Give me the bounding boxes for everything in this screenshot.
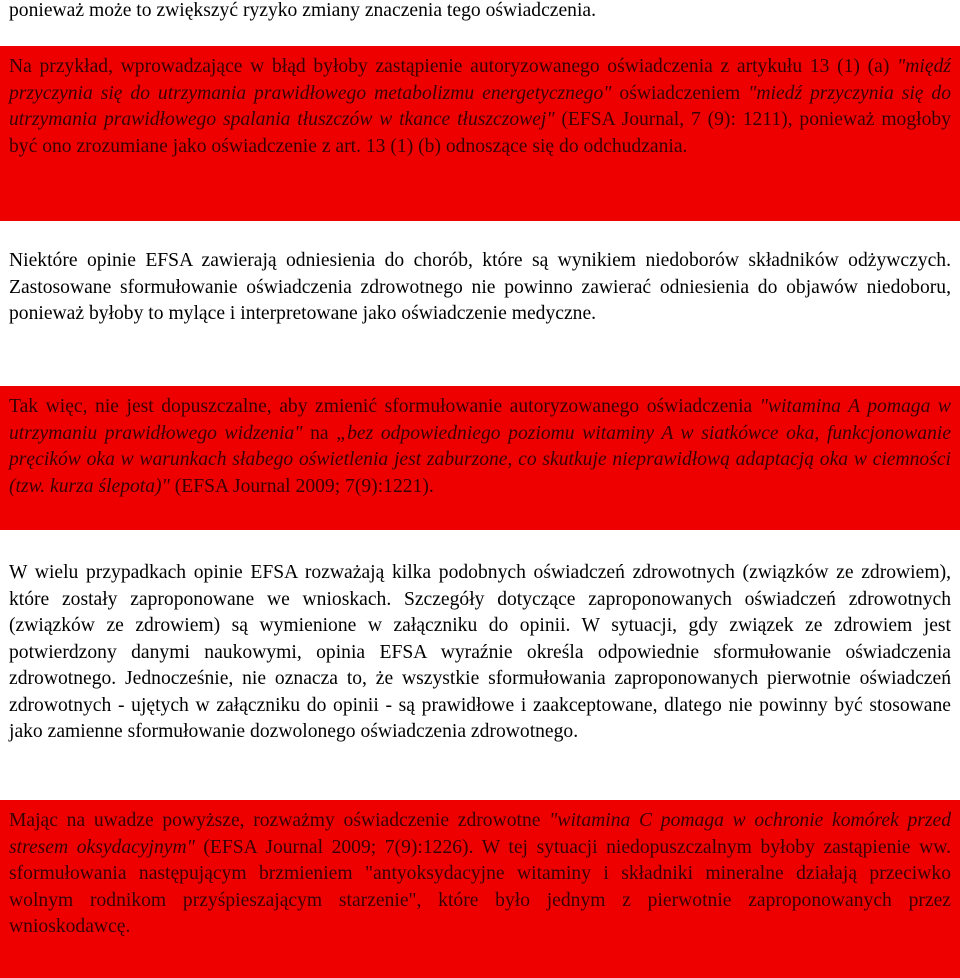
paragraph-text: oświadczeniem [611, 82, 749, 104]
paragraph-text: na [302, 422, 337, 444]
paragraph-deficiency-references [0, 248, 960, 328]
paragraph-continuation [0, 0, 960, 24]
paragraph-text: (EFSA Journal 2009; 7(9):1226). W tej sytuacji niedopuszczalnym byłoby zastąpienie ww. sformułowania następującym brzmieniem "antyoksydacyjne witaminy i składniki mineralne działają przeciwko wolnym rodnikom przyśpieszającym starzenie", które było jednym z pierwotnie zaproponowanych przez wnioskodawcę. [9, 836, 951, 937]
paragraph-text: (EFSA Journal 2009; 7(9):1221). [169, 475, 434, 497]
quoted-claim-modified: „bez odpowiedniego poziomu witaminy A w siatkówce oka, funkcjonowanie pręcików oka w warunkach słabego oświetlenia jest zaburzone, co skutkuje nieprawidłową adaptacją oka w ciemności (tzw. kurza ślepota)" [9, 422, 952, 497]
paragraph-text: ponieważ może to zwiększyć ryzyko zmiany znaczenia tego oświadczenia. [9, 0, 596, 21]
paragraph-text: Tak więc, nie jest dopuszczalne, aby zmienić sformułowanie autoryzowanego oświadczenia [9, 396, 760, 417]
paragraph-text: Niektóre opinie EFSA zawierają odniesienia do chorób, które są wynikiem niedoborów składników odżywczych. Zastosowane sformułowanie oświadczenia zdrowotnego nie powinno zawierać odniesienia do objawów niedoboru, ponieważ byłoby to mylące i interpretowane jako oświadczenie medyczne. [9, 250, 951, 324]
quoted-claim-authorized: "witamina C pomaga w ochronie komórek przed stresem oksydacyjnym" [9, 810, 952, 858]
quoted-claim-authorized: "międź przyczynia się do utrzymania prawidłowego metabolizmu energetycznego" [9, 56, 951, 104]
highlighted-paragraph-copper-example [0, 46, 960, 221]
paragraph-text: Na przykład, wprowadzające w błąd byłoby zastąpienie autoryzowanego oświadczenia z artykułu 13 (1) (a) [9, 56, 898, 77]
quoted-claim-authorized: "witamina A pomaga w utrzymaniu prawidłowego widzenia" [9, 396, 952, 444]
paragraph-text: Mając na uwadze powyższe, rozważmy oświadczenie zdrowotne [9, 810, 550, 831]
paragraph-similar-claims [0, 560, 960, 746]
highlighted-paragraph-vitamin-a-example [0, 386, 960, 530]
quoted-claim-modified: "miedź przyczynia się do utrzymania prawidłowego spalania tłuszczów w tkance tłuszczowej" [9, 82, 951, 130]
paragraph-text: W wielu przypadkach opinie EFSA rozważają kilka podobnych oświadczeń zdrowotnych (związków ze zdrowiem), które zostały zaproponowane we wnioskach. Szczegóły dotyczące zaproponowanych oświadczeń zdrowotnych (związków ze zdrowiem) są wymienione w załączniku do opinii. W sytuacji, gdy związek ze zdrowiem jest potwierdzony danymi naukowymi, opinia EFSA wyraźnie określa odpowiednie sformułowanie oświadczenia zdrowotnego. Jednocześnie, nie oznacza to, że wszystkie sformułowania zaproponowanych pierwotnie oświadczeń zdrowotnych - ujętych w załączniku do opinii - są prawidłowe i zaakceptowane, dlatego nie powinny być stosowane jako zamienne sformułowanie dozwolonego oświadczenia zdrowotnego. [9, 562, 951, 742]
highlighted-paragraph-vitamin-c-example [0, 800, 960, 978]
paragraph-text: (EFSA Journal, 7 (9): 1211), ponieważ mogłoby być ono zrozumiane jako oświadczenie z art. 13 (1) (b) odnoszące się do odchudzania. [9, 109, 951, 157]
